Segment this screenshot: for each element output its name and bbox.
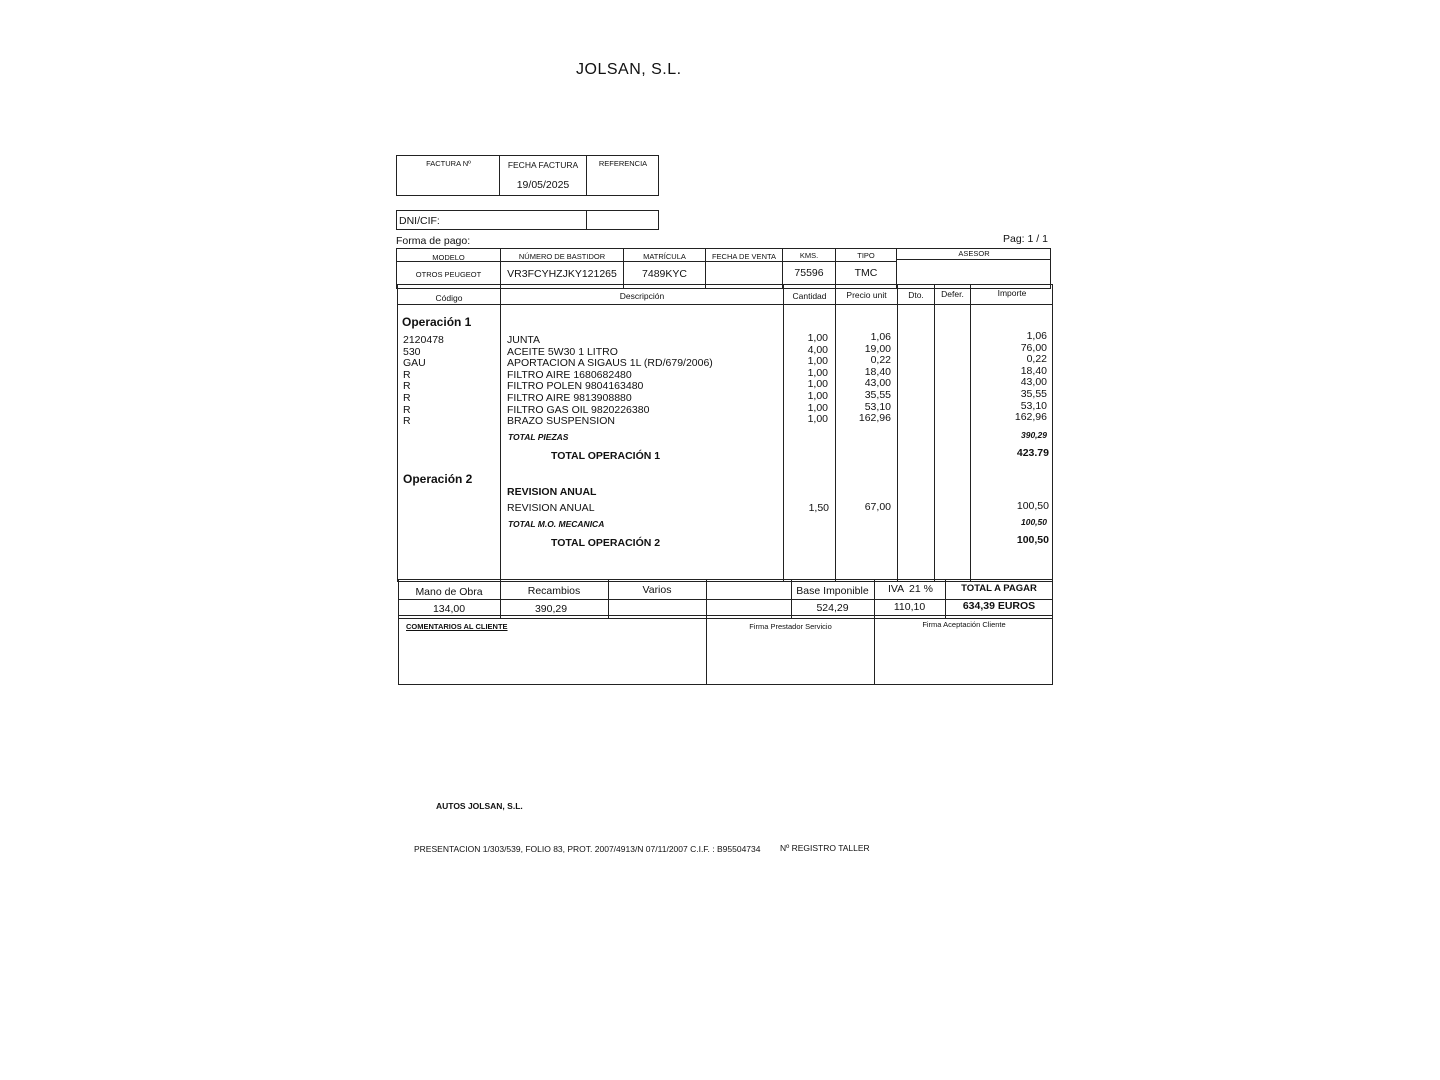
forma-pago-label: Forma de pago: <box>396 235 471 247</box>
item-precio: 35,55 <box>864 388 891 401</box>
comentarios-label: COMENTARIOS AL CLIENTE <box>406 622 508 631</box>
modelo-value: OTROS PEUGEOT <box>415 270 482 279</box>
item-cantidad: 1,00 <box>807 378 828 391</box>
fecha-venta-label: FECHA DE VENTA <box>711 252 777 261</box>
col-defer: Defer. <box>941 289 964 299</box>
divider <box>398 304 1052 305</box>
divider <box>399 599 1052 600</box>
item-codigo: GAU <box>403 357 426 370</box>
tipo-label: TIPO <box>857 251 875 260</box>
divider <box>706 580 707 618</box>
referencia-label: REFERENCIA <box>598 159 648 168</box>
divider <box>500 285 501 581</box>
op2-item-importe: 100,50 <box>1016 500 1049 512</box>
footer-registro: PRESENTACION 1/303/539, FOLIO 83, PROT. 2007/4913/N 07/11/2007 C.I.F. : B95504734 <box>414 844 761 854</box>
total-op1-value: 423.79 <box>1016 447 1049 459</box>
factura-label: FACTURA Nº <box>426 159 471 168</box>
footer-taller: Nº REGISTRO TALLER <box>780 843 870 853</box>
recambios-value: 390,29 <box>534 603 568 615</box>
item-codigo: 530 <box>403 345 421 358</box>
iva-value: 110,10 <box>893 601 926 613</box>
total-pagar-value: 634,39 EUROS <box>962 600 1036 612</box>
op2-item-cantidad: 1,50 <box>808 502 829 514</box>
op2-item-precio: 67,00 <box>864 501 891 513</box>
item-cantidad: 1,00 <box>807 389 828 402</box>
item-cantidad: 4,00 <box>807 343 828 356</box>
divider <box>705 249 706 288</box>
item-descripcion: BRAZO SUSPENSION <box>507 415 615 428</box>
item-codigo: 2120478 <box>403 334 444 346</box>
modelo-label: MODELO <box>432 253 465 262</box>
varios-label: Varios <box>642 584 672 596</box>
divider <box>782 249 783 288</box>
kms-value: 75596 <box>794 267 824 279</box>
asesor-label: ASESOR <box>958 249 990 258</box>
item-descripcion: FILTRO AIRE 9813908880 <box>507 391 632 404</box>
total-mo-value: 100,50 <box>1021 517 1047 527</box>
divider <box>586 156 587 195</box>
op2-title: Operación 2 <box>403 472 473 486</box>
item-precio: 19,00 <box>864 342 891 355</box>
total-mo-label: TOTAL M.O. MECANICA <box>508 519 605 529</box>
divider <box>783 285 784 581</box>
fecha-value: 19/05/2025 <box>516 179 570 191</box>
total-piezas-value: 390,29 <box>1021 430 1047 440</box>
item-importe: 162,96 <box>1014 411 1047 424</box>
items-table <box>397 284 1053 582</box>
bastidor-label: NÚMERO DE BASTIDOR <box>518 252 606 261</box>
total-op2-value: 100,50 <box>1016 534 1049 546</box>
op1-precios <box>838 332 891 425</box>
item-codigo: R <box>403 368 411 381</box>
divider <box>500 249 501 288</box>
iva-label: IVA <box>888 583 905 595</box>
item-precio: 0,22 <box>870 354 891 367</box>
item-precio: 1,06 <box>870 331 891 343</box>
item-descripcion: JUNTA <box>507 334 541 346</box>
base-label: Base Imponible <box>796 585 869 597</box>
bastidor-value: VR3FCYHZJKY121265 <box>507 268 617 280</box>
op1-codigos <box>403 335 444 428</box>
iva-rate: 21 % <box>909 583 933 595</box>
matricula-value: 7489KYC <box>642 268 687 280</box>
divider <box>897 285 898 581</box>
col-precio: Precio unit <box>846 290 887 300</box>
item-descripcion: FILTRO AIRE 1680682480 <box>507 368 632 381</box>
item-cantidad: 1,00 <box>807 366 828 379</box>
total-pagar-label: TOTAL A PAGAR <box>961 583 1037 594</box>
divider <box>586 211 587 229</box>
item-importe: 1,06 <box>1026 330 1047 342</box>
mano-obra-label: Mano de Obra <box>415 586 483 598</box>
item-importe: 76,00 <box>1020 341 1047 354</box>
item-cantidad: 1,00 <box>807 332 828 344</box>
divider <box>934 285 935 581</box>
item-cantidad: 1,00 <box>807 413 828 426</box>
divider <box>970 285 971 581</box>
op1-importes <box>974 331 1047 424</box>
op1-title: Operación 1 <box>402 315 472 329</box>
total-piezas-label: TOTAL PIEZAS <box>508 432 569 442</box>
divider <box>835 285 836 581</box>
divider <box>874 616 875 684</box>
item-importe: 0,22 <box>1026 353 1047 366</box>
item-importe: 43,00 <box>1020 376 1047 389</box>
item-codigo: R <box>403 415 411 428</box>
col-importe: Importe <box>997 288 1027 298</box>
dni-label: DNI/CIF: <box>399 215 440 227</box>
item-precio: 18,40 <box>864 365 891 378</box>
item-descripcion: FILTRO GAS OIL 9820226380 <box>507 403 650 416</box>
item-importe: 18,40 <box>1020 364 1047 377</box>
item-descripcion: FILTRO POLEN 9804163480 <box>507 380 644 393</box>
op1-cantidades <box>786 333 828 426</box>
divider <box>706 616 707 684</box>
op2-item-descripcion: REVISION ANUAL <box>507 502 595 514</box>
mano-obra-value: 134,00 <box>432 603 466 615</box>
item-codigo: R <box>403 391 411 404</box>
op2-heading: REVISION ANUAL <box>507 486 597 498</box>
tipo-value: TMC <box>854 267 878 279</box>
divider <box>623 249 624 288</box>
divider <box>835 249 836 288</box>
divider <box>896 259 1050 260</box>
item-precio: 43,00 <box>864 377 891 390</box>
item-codigo: R <box>403 380 411 393</box>
firma-cliente-label: Firma Aceptación Cliente <box>922 620 1006 629</box>
op1-descripciones <box>507 335 713 428</box>
item-descripcion: APORTACION A SIGAUS 1L (RD/679/2006) <box>507 357 713 370</box>
footer-company: AUTOS JOLSAN, S.L. <box>436 801 523 811</box>
kms-label: KMS. <box>799 251 819 260</box>
company-title: JOLSAN, S.L. <box>576 61 682 78</box>
col-dto: Dto. <box>908 290 924 300</box>
col-descripcion: Descripción <box>619 291 665 301</box>
fecha-label: FECHA FACTURA <box>507 160 579 170</box>
firma-prestador-label: Firma Prestador Servicio <box>749 622 832 631</box>
divider <box>896 249 897 288</box>
item-precio: 162,96 <box>858 412 891 425</box>
divider <box>499 156 500 195</box>
base-value: 524,29 <box>816 602 849 614</box>
col-codigo: Código <box>435 293 463 303</box>
item-cantidad: 1,00 <box>807 401 828 414</box>
item-importe: 35,55 <box>1020 387 1047 400</box>
recambios-label: Recambios <box>527 585 581 597</box>
total-op1-label: TOTAL OPERACIÓN 1 <box>551 450 661 462</box>
matricula-label: MATRÍCULA <box>643 252 686 261</box>
item-precio: 53,10 <box>864 400 891 413</box>
item-importe: 53,10 <box>1020 399 1047 412</box>
item-cantidad: 1,00 <box>807 355 828 368</box>
item-descripcion: ACEITE 5W30 1 LITRO <box>507 345 618 358</box>
total-op2-label: TOTAL OPERACIÓN 2 <box>551 537 661 549</box>
item-codigo: R <box>403 403 411 416</box>
col-cantidad: Cantidad <box>792 291 827 301</box>
page-number: Pag: 1 / 1 <box>1003 233 1048 245</box>
